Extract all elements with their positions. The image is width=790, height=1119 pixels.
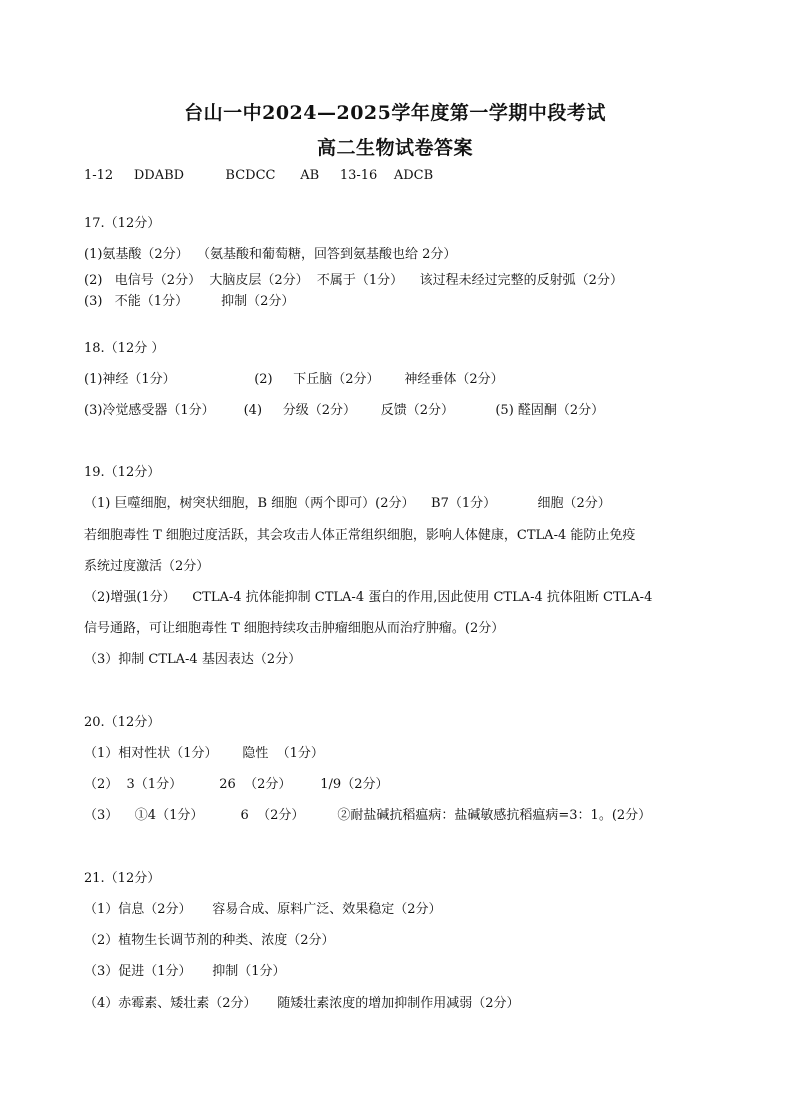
section-17-line: (1)氨基酸（2分） （氨基酸和葡萄糖，回答到氨基酸也给 2分） [84,247,457,262]
document-title: 台山一中2024—2025学年度第一学期中段考试 [184,102,606,124]
section-18-line: (1)神经（1分） (2) 下丘脑（2分） 神经垂体（2分） [84,372,504,387]
section-18-line: (3)冷觉感受器（1分） (4) 分级（2分） 反馈（2分） (5) 醛固酮（2分） [84,403,605,418]
section-21-line: （3）促进（1分） 抑制（1分） [84,964,286,979]
section-21-heading: 21.（12分） [84,871,161,886]
section-19-line: 信号通路，可让细胞毒性 T 细胞持续攻击肿瘤细胞从而治疗肿瘤。(2分） [84,621,505,636]
section-19-line: （1) 巨噬细胞，树突状细胞，B 细胞（两个即可）(2分） B7（1分） 细胞（2分） [84,496,611,511]
section-17-line: (2) 电信号（2分） 大脑皮层（2分） 不属于（1分） 该过程未经过完整的反射弧（2分） [84,273,623,288]
section-20-line: （3） ①4（1分） 6 （2分） ②耐盐碱抗稻瘟病：盐碱敏感抗稻瘟病=3：1。(2分） [84,808,652,823]
section-21-line: （4）赤霉素、矮壮素（2分） 随矮壮素浓度的增加抑制作用减弱（2分） [84,996,520,1011]
section-17-line: (3) 不能（1分） 抑制（2分） [84,294,295,309]
multiple-choice-answers: 1-12 DDABD BCDCC AB 13-16 ADCB [84,168,434,183]
section-20-line: （1）相对性状（1分） 隐性 （1分） [84,746,324,761]
section-19-line: （2)增强(1分） CTLA-4 抗体能抑制 CTLA-4 蛋白的作用,因此使用 CTLA-4 抗体阻断 CTLA-4 [84,590,653,605]
section-19-heading: 19.（12分） [84,465,161,480]
section-19-line: 系统过度激活（2分） [84,559,210,574]
section-20-line: （2） 3（1分） 26 （2分） 1/9（2分） [84,777,389,792]
section-21-line: （1）信息（2分） 容易合成、原料广泛、效果稳定（2分） [84,902,442,917]
document-subtitle: 高二生物试卷答案 [316,137,473,159]
section-20-heading: 20.（12分） [84,715,161,730]
section-21-line: （2）植物生长调节剂的种类、浓度（2分） [84,933,335,948]
section-19-line: （3）抑制 CTLA-4 基因表达（2分） [84,652,302,667]
section-18-heading: 18.（12分 ） [84,341,165,356]
section-19-line: 若细胞毒性 T 细胞过度活跃，其会攻击人体正常组织细胞，影响人体健康，CTLA-4 能防止免疫 [84,528,636,543]
section-17-heading: 17.（12分） [84,216,161,231]
